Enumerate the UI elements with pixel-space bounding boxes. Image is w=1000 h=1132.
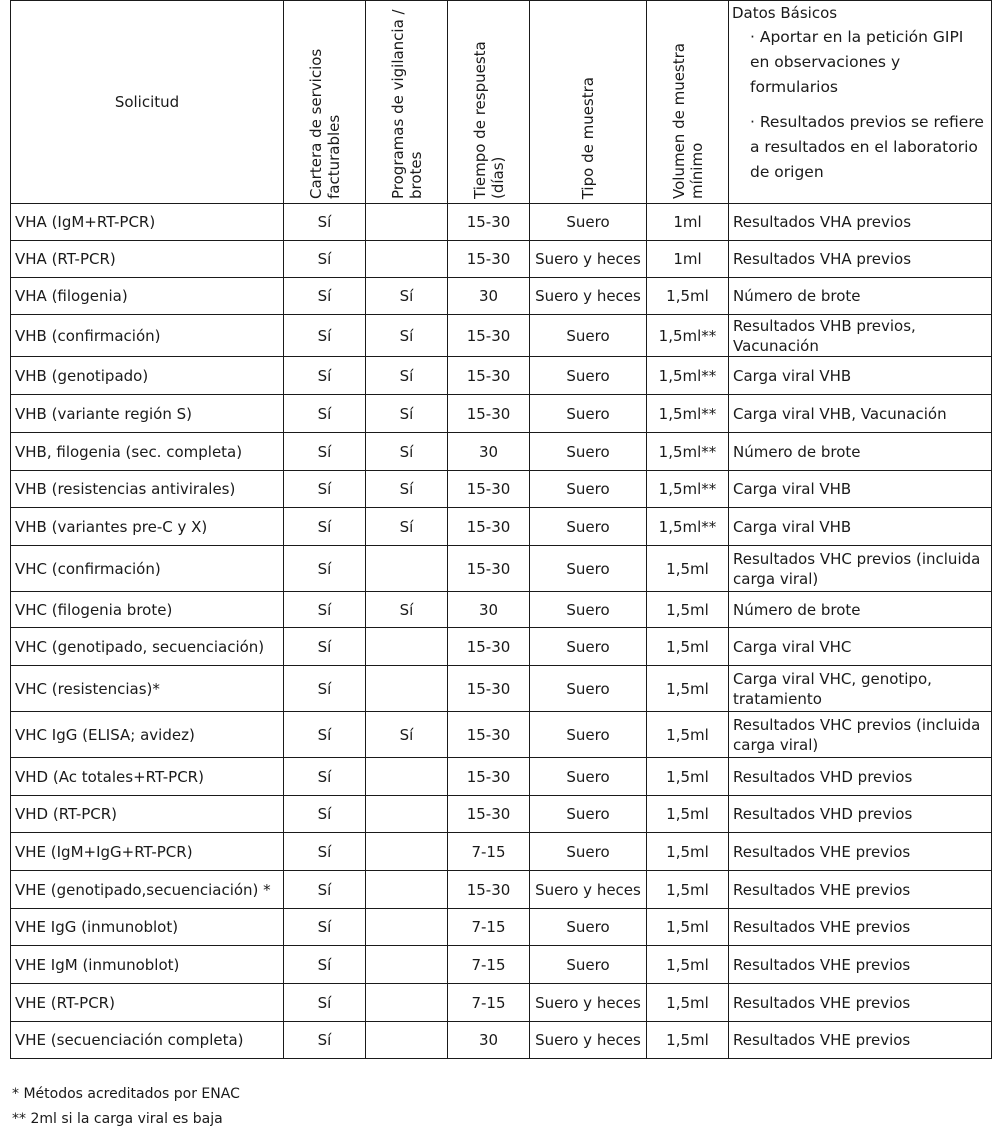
cell-tipo: Suero <box>530 592 647 628</box>
cell-tipo: Suero <box>530 315 647 357</box>
cell-tipo: Suero <box>530 357 647 395</box>
cell-cartera: Sí <box>284 278 366 315</box>
cell-volumen: 1,5ml <box>647 592 729 628</box>
cell-datos: Resultados VHE previos <box>729 946 992 984</box>
cell-datos: Resultados VHE previos <box>729 833 992 871</box>
cell-tiempo: 15-30 <box>448 628 530 666</box>
cell-tipo: Suero y heces <box>530 1022 647 1059</box>
table-row <box>11 628 992 666</box>
cell-solicitud: VHD (Ac totales+RT-PCR) <box>11 758 284 796</box>
cell-tiempo: 30 <box>448 433 530 471</box>
cell-cartera: Sí <box>284 871 366 909</box>
cell-tiempo: 15-30 <box>448 471 530 508</box>
cell-solicitud: VHE (genotipado,secuenciación) * <box>11 871 284 909</box>
cell-tiempo: 15-30 <box>448 357 530 395</box>
cell-tiempo: 30 <box>448 1022 530 1059</box>
cell-tiempo: 15-30 <box>448 204 530 241</box>
cell-tipo: Suero y heces <box>530 984 647 1022</box>
table-row <box>11 946 992 984</box>
cell-volumen: 1,5ml <box>647 1022 729 1059</box>
cell-tipo: Suero <box>530 758 647 796</box>
table-row <box>11 666 992 712</box>
cell-datos: Resultados VHE previos <box>729 871 992 909</box>
cell-tipo: Suero <box>530 204 647 241</box>
cell-datos: Carga viral VHB <box>729 357 992 395</box>
footnote-low-viral-load: ** 2ml si la carga viral es baja <box>12 1111 223 1127</box>
cell-programas: Sí <box>366 278 448 315</box>
cell-programas <box>366 871 448 909</box>
header-tiempo-label: Tiempo de respuesta (días) <box>470 41 507 199</box>
cell-cartera: Sí <box>284 758 366 796</box>
table-row <box>11 241 992 278</box>
cell-datos: Carga viral VHB <box>729 471 992 508</box>
cell-tipo: Suero <box>530 909 647 946</box>
cell-programas: Sí <box>366 471 448 508</box>
cell-cartera: Sí <box>284 357 366 395</box>
cell-volumen: 1,5ml** <box>647 395 729 433</box>
table-row <box>11 546 992 592</box>
cell-volumen: 1,5ml <box>647 984 729 1022</box>
cell-solicitud: VHA (filogenia) <box>11 278 284 315</box>
cell-tiempo: 30 <box>448 592 530 628</box>
cell-volumen: 1,5ml** <box>647 508 729 546</box>
cell-programas: Sí <box>366 508 448 546</box>
cell-datos: Resultados VHC previos (incluida carga viral) <box>729 712 992 758</box>
table-row <box>11 712 992 758</box>
cell-tiempo: 15-30 <box>448 666 530 712</box>
table-row <box>11 984 992 1022</box>
table-body <box>11 204 992 1059</box>
cell-solicitud: VHB (variantes pre-C y X) <box>11 508 284 546</box>
cell-solicitud: VHB (resistencias antivirales) <box>11 471 284 508</box>
cell-programas <box>366 204 448 241</box>
cell-tipo: Suero y heces <box>530 241 647 278</box>
cell-datos: Resultados VHA previos <box>729 204 992 241</box>
cell-solicitud: VHC (confirmación) <box>11 546 284 592</box>
cell-datos: Resultados VHD previos <box>729 796 992 833</box>
cell-volumen: 1,5ml** <box>647 433 729 471</box>
cell-tiempo: 15-30 <box>448 546 530 592</box>
cell-programas <box>366 241 448 278</box>
cell-tiempo: 15-30 <box>448 241 530 278</box>
cell-volumen: 1,5ml <box>647 871 729 909</box>
cell-programas <box>366 666 448 712</box>
cell-solicitud: VHE (RT-PCR) <box>11 984 284 1022</box>
cell-programas: Sí <box>366 712 448 758</box>
cell-solicitud: VHE (secuenciación completa) <box>11 1022 284 1059</box>
cell-datos: Número de brote <box>729 278 992 315</box>
table-row <box>11 278 992 315</box>
cell-volumen: 1,5ml <box>647 628 729 666</box>
cell-volumen: 1,5ml <box>647 758 729 796</box>
cell-volumen: 1,5ml <box>647 278 729 315</box>
cell-cartera: Sí <box>284 433 366 471</box>
cell-tiempo: 15-30 <box>448 395 530 433</box>
cell-solicitud: VHB (variante región S) <box>11 395 284 433</box>
header-tiempo <box>448 1 530 204</box>
cell-tiempo: 30 <box>448 278 530 315</box>
header-volumen <box>647 1 729 204</box>
header-tipo <box>530 1 647 204</box>
header-datos-note-2: · Resultados previos se refiere a resultados en el laboratorio de origen <box>750 113 984 181</box>
cell-tiempo: 15-30 <box>448 712 530 758</box>
cell-solicitud: VHA (IgM+RT-PCR) <box>11 204 284 241</box>
cell-tipo: Suero <box>530 471 647 508</box>
cell-volumen: 1,5ml <box>647 946 729 984</box>
header-cartera-label: Cartera de servicios facturables <box>306 48 343 199</box>
cell-datos: Resultados VHB previos, Vacunación <box>729 315 992 357</box>
cell-tipo: Suero <box>530 833 647 871</box>
cell-volumen: 1,5ml <box>647 546 729 592</box>
cell-volumen: 1,5ml <box>647 712 729 758</box>
table-row <box>11 592 992 628</box>
cell-tiempo: 15-30 <box>448 871 530 909</box>
cell-tipo: Suero <box>530 546 647 592</box>
cell-volumen: 1,5ml <box>647 909 729 946</box>
cell-cartera: Sí <box>284 395 366 433</box>
cell-datos: Carga viral VHC, genotipo, tratamiento <box>729 666 992 712</box>
cell-cartera: Sí <box>284 241 366 278</box>
cell-solicitud: VHE (IgM+IgG+RT-PCR) <box>11 833 284 871</box>
cell-tipo: Suero <box>530 628 647 666</box>
cell-tiempo: 7-15 <box>448 946 530 984</box>
cell-tipo: Suero <box>530 796 647 833</box>
cell-cartera: Sí <box>284 546 366 592</box>
cell-programas <box>366 546 448 592</box>
cell-tiempo: 15-30 <box>448 508 530 546</box>
cell-datos: Resultados VHA previos <box>729 241 992 278</box>
cell-datos: Carga viral VHB <box>729 508 992 546</box>
cell-datos: Resultados VHE previos <box>729 909 992 946</box>
cell-datos: Carga viral VHC <box>729 628 992 666</box>
cell-solicitud: VHD (RT-PCR) <box>11 796 284 833</box>
cell-tiempo: 7-15 <box>448 984 530 1022</box>
table-row <box>11 909 992 946</box>
cell-cartera: Sí <box>284 946 366 984</box>
cell-cartera: Sí <box>284 796 366 833</box>
cell-programas: Sí <box>366 395 448 433</box>
cell-tipo: Suero y heces <box>530 871 647 909</box>
cell-solicitud: VHA (RT-PCR) <box>11 241 284 278</box>
cell-cartera: Sí <box>284 984 366 1022</box>
table-row <box>11 433 992 471</box>
cell-solicitud: VHE IgM (inmunoblot) <box>11 946 284 984</box>
cell-cartera: Sí <box>284 712 366 758</box>
cell-cartera: Sí <box>284 592 366 628</box>
cell-volumen: 1,5ml** <box>647 471 729 508</box>
cell-volumen: 1,5ml** <box>647 315 729 357</box>
cell-solicitud: VHC IgG (ELISA; avidez) <box>11 712 284 758</box>
table-container <box>10 0 992 1059</box>
header-volumen-label: Volumen de muestra mínimo <box>669 43 706 199</box>
table-row <box>11 758 992 796</box>
cell-solicitud: VHE IgG (inmunoblot) <box>11 909 284 946</box>
cell-tipo: Suero <box>530 395 647 433</box>
cell-cartera: Sí <box>284 204 366 241</box>
cell-solicitud: VHC (genotipado, secuenciación) <box>11 628 284 666</box>
cell-programas <box>366 833 448 871</box>
cell-tipo: Suero <box>530 508 647 546</box>
header-tipo-label: Tipo de muestra <box>579 76 597 199</box>
cell-tiempo: 7-15 <box>448 909 530 946</box>
cell-programas: Sí <box>366 315 448 357</box>
cell-datos: Resultados VHE previos <box>729 1022 992 1059</box>
cell-tiempo: 7-15 <box>448 833 530 871</box>
cell-tiempo: 15-30 <box>448 758 530 796</box>
cell-tiempo: 15-30 <box>448 315 530 357</box>
cell-programas <box>366 984 448 1022</box>
cell-programas <box>366 946 448 984</box>
header-datos-note-1: · Aportar en la petición GIPI en observaciones y formularios <box>750 28 964 96</box>
cell-tipo: Suero <box>530 712 647 758</box>
cell-tipo: Suero <box>530 946 647 984</box>
cell-volumen: 1ml <box>647 204 729 241</box>
cell-solicitud: VHB (confirmación) <box>11 315 284 357</box>
cell-tipo: Suero <box>530 666 647 712</box>
table-row <box>11 508 992 546</box>
cell-cartera: Sí <box>284 471 366 508</box>
footnote-accredited: * Métodos acreditados por ENAC <box>12 1086 240 1102</box>
cell-volumen: 1,5ml <box>647 833 729 871</box>
cell-solicitud: VHB, filogenia (sec. completa) <box>11 433 284 471</box>
table-row <box>11 796 992 833</box>
header-cartera <box>284 1 366 204</box>
cell-datos: Número de brote <box>729 592 992 628</box>
cell-solicitud: VHB (genotipado) <box>11 357 284 395</box>
cell-volumen: 1ml <box>647 241 729 278</box>
cell-programas <box>366 909 448 946</box>
header-row <box>11 1 992 204</box>
header-datos <box>729 1 992 204</box>
cell-datos: Número de brote <box>729 433 992 471</box>
header-programas <box>366 1 448 204</box>
cell-cartera: Sí <box>284 1022 366 1059</box>
cell-programas <box>366 628 448 666</box>
cell-volumen: 1,5ml <box>647 666 729 712</box>
table-row <box>11 395 992 433</box>
cell-tipo: Suero y heces <box>530 278 647 315</box>
table-row <box>11 204 992 241</box>
footnotes <box>12 1082 240 1132</box>
cell-volumen: 1,5ml <box>647 796 729 833</box>
cell-datos: Resultados VHC previos (incluida carga viral) <box>729 546 992 592</box>
cell-programas <box>366 1022 448 1059</box>
cell-cartera: Sí <box>284 508 366 546</box>
cell-datos: Resultados VHE previos <box>729 984 992 1022</box>
cell-cartera: Sí <box>284 315 366 357</box>
cell-cartera: Sí <box>284 666 366 712</box>
cell-datos: Carga viral VHB, Vacunación <box>729 395 992 433</box>
requests-table <box>10 0 992 1059</box>
cell-tiempo: 15-30 <box>448 796 530 833</box>
header-solicitud: Solicitud <box>11 1 284 204</box>
cell-programas: Sí <box>366 357 448 395</box>
table-row <box>11 1022 992 1059</box>
header-datos-title: Datos Básicos <box>732 4 838 22</box>
cell-cartera: Sí <box>284 628 366 666</box>
cell-tipo: Suero <box>530 433 647 471</box>
cell-cartera: Sí <box>284 909 366 946</box>
cell-solicitud: VHC (filogenia brote) <box>11 592 284 628</box>
table-row <box>11 871 992 909</box>
cell-datos: Resultados VHD previos <box>729 758 992 796</box>
cell-programas <box>366 758 448 796</box>
table-row <box>11 357 992 395</box>
header-programas-label: Programas de vigilancia / brotes <box>388 9 425 199</box>
cell-programas: Sí <box>366 433 448 471</box>
cell-volumen: 1,5ml** <box>647 357 729 395</box>
table-row <box>11 833 992 871</box>
table-row <box>11 471 992 508</box>
table-row <box>11 315 992 357</box>
cell-programas: Sí <box>366 592 448 628</box>
cell-cartera: Sí <box>284 833 366 871</box>
cell-programas <box>366 796 448 833</box>
cell-solicitud: VHC (resistencias)* <box>11 666 284 712</box>
